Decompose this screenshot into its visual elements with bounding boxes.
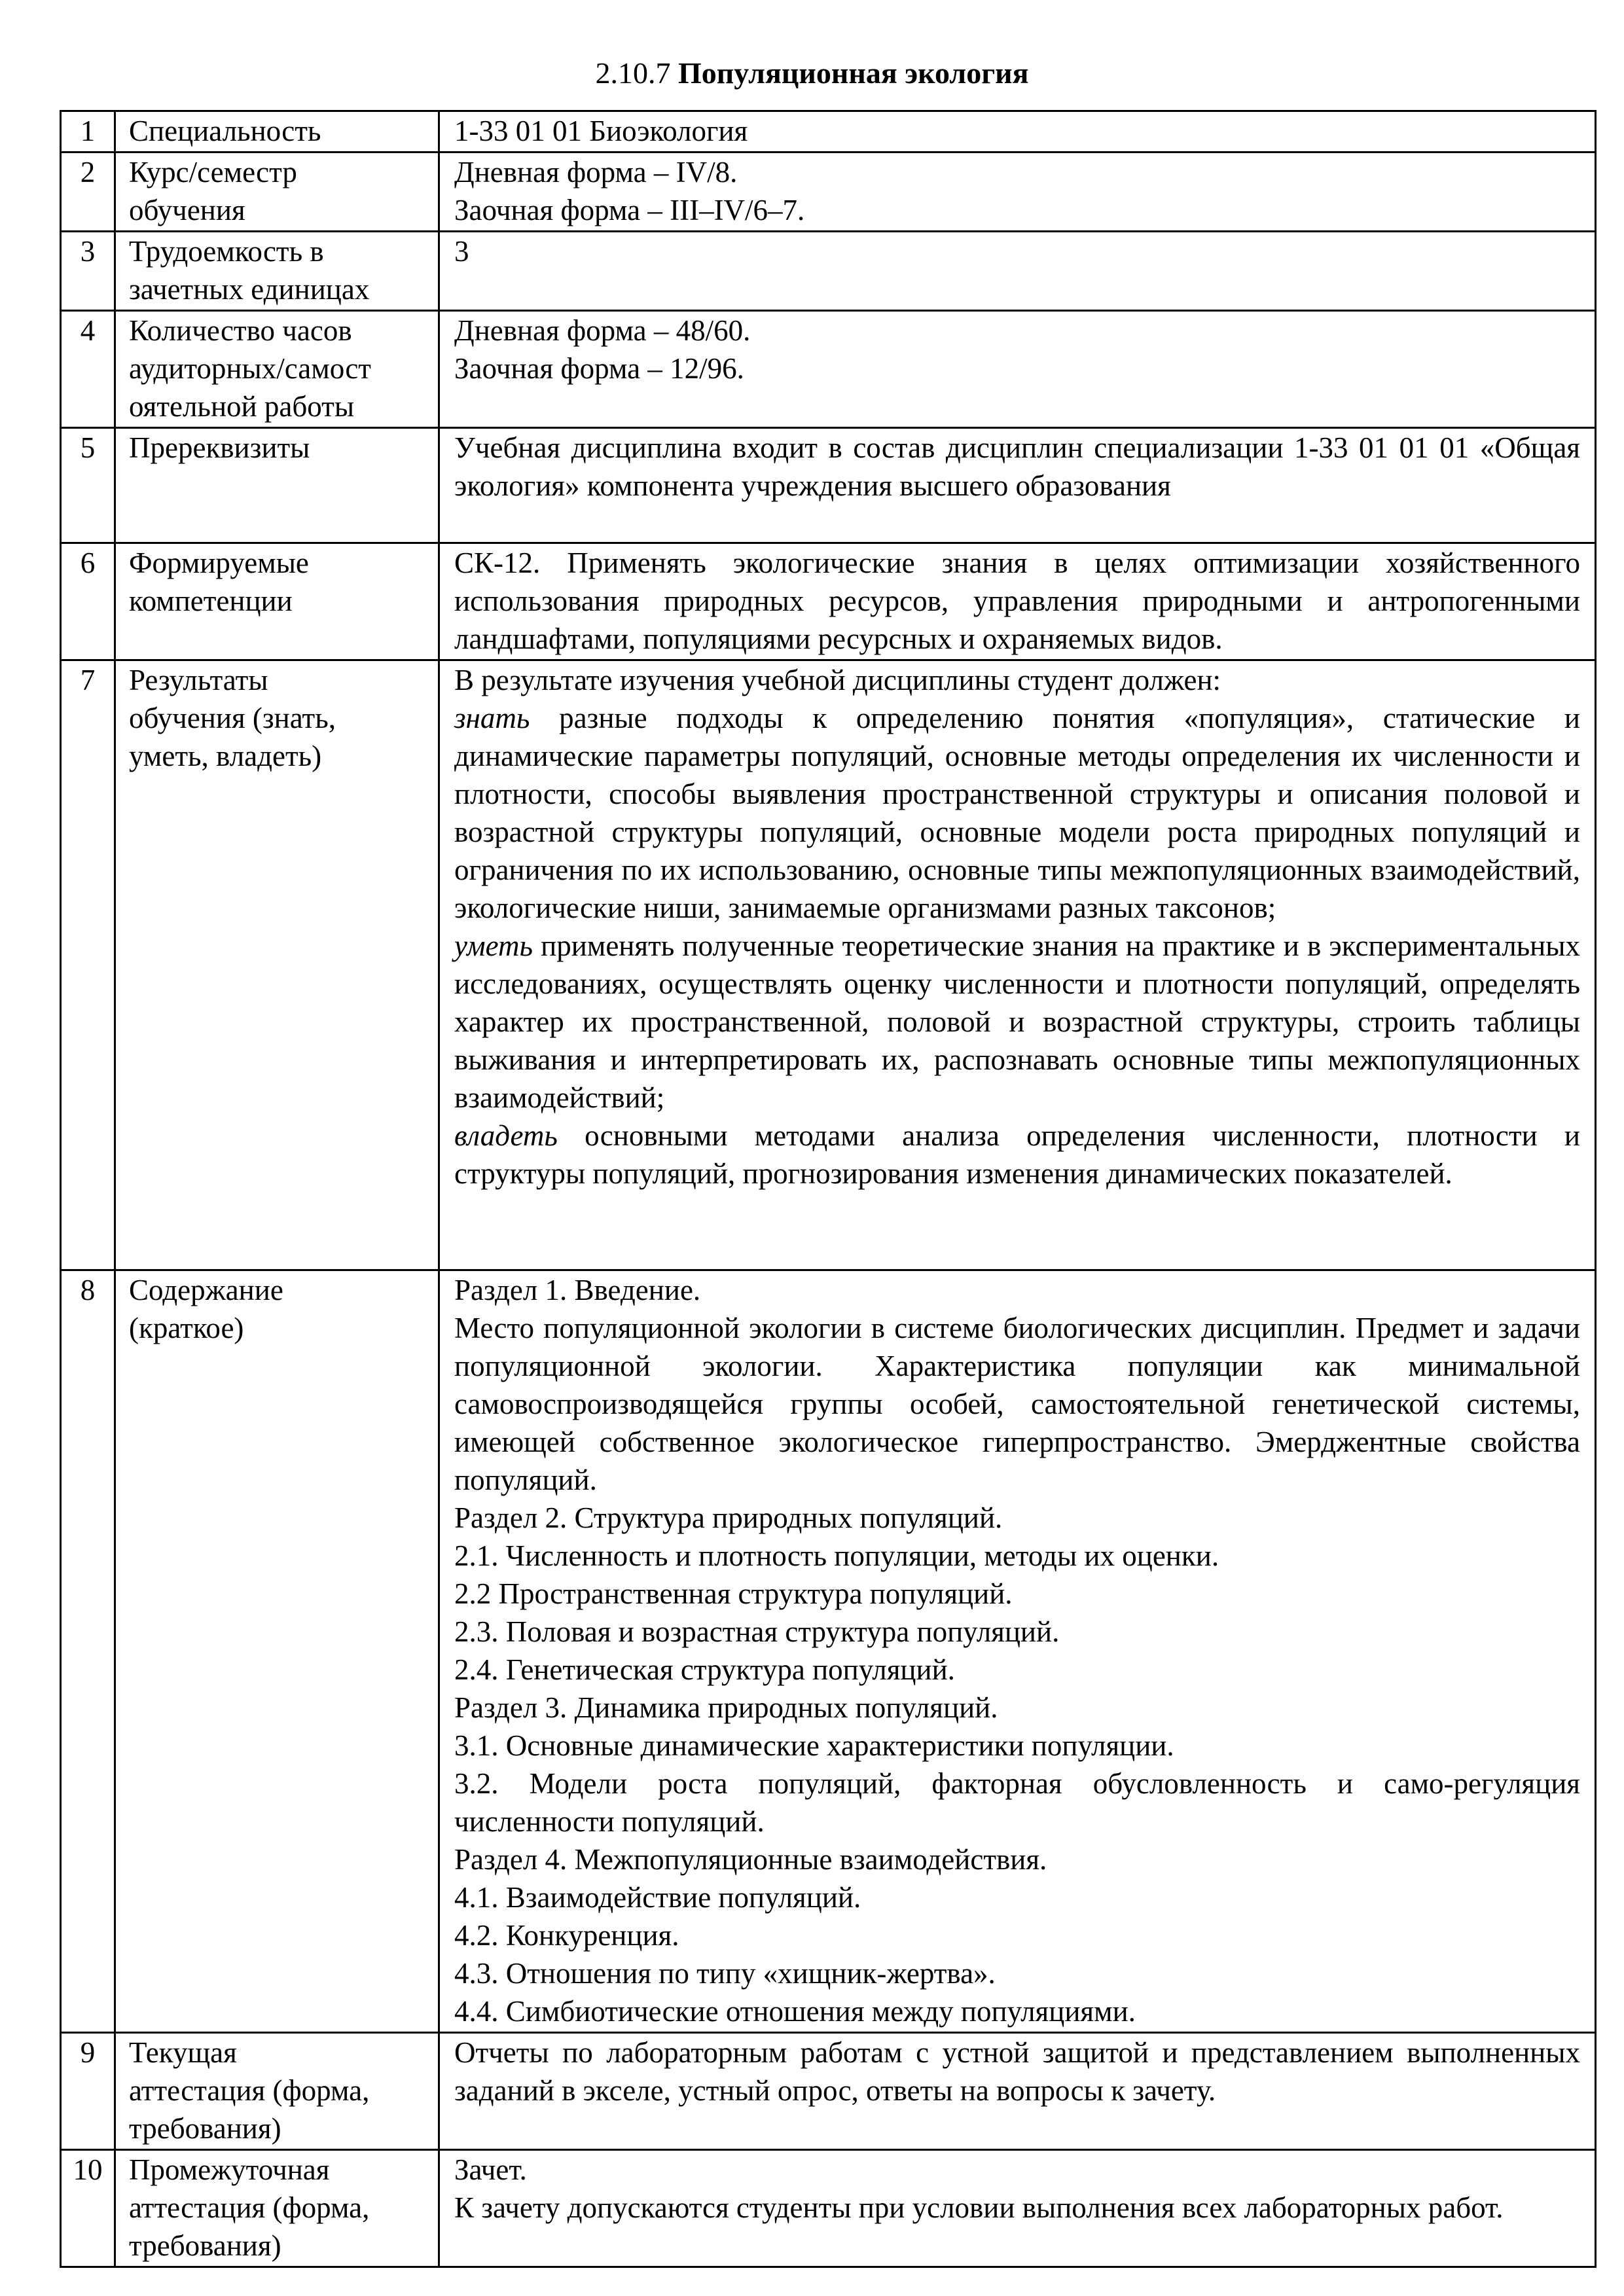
row-number: 1 [61,111,115,152]
row-label: Результаты обучения (знать, уметь, владеть) [115,660,439,1270]
section-title: Популяционная экология [678,56,1029,90]
table-row [61,660,1596,1270]
row-label: Формируемые компетенции [115,543,439,660]
content-line: 4.2. Конкуренция. [454,1919,679,1952]
row-value: Дневная форма – 48/60. Заочная форма – 12/96. [439,311,1596,428]
content-line: 3.2. Модели роста популяций, факторная обусловленность и само-регуляция численности популяций. [454,1767,1580,1838]
row-number: 7 [61,660,115,1270]
row-value: 1-33 01 01 Биоэкология [439,111,1596,152]
table-row [61,311,1596,428]
table-row [61,1270,1596,2033]
row-number: 8 [61,1270,115,2033]
content-line: 3.1. Основные динамические характеристики популяции. [454,1729,1174,1762]
row-label: Промежуточная аттестация (форма, требования) [115,2150,439,2267]
row-number: 4 [61,311,115,428]
outcomes-own: владеть основными методами анализа определения численности, плотности и структуры популяций, прогнозирования изменения динамических показателей. [454,1119,1580,1190]
row-number: 2 [61,152,115,232]
content-line: 2.3. Половая и возрастная структура популяций. [454,1615,1060,1648]
table-row [61,152,1596,232]
row-label: Пререквизиты [115,428,439,543]
content-line: 2.1. Численность и плотность популяции, методы их оценки. [454,1539,1219,1572]
outcomes-know: знать разные подходы к определению понятия «популяция», статические и динамические параметры популяций, основные методы определения их численности и плотности, способы выявления пространственной структуры и описания половой и возрастной структуры популяций, основные модели роста природных популяций и ограничения по их использованию, основные типы межпопуляционных взаимодействий, экологические ниши, занимаемые организмами разных таксонов; [454,702,1580,924]
row-value: Отчеты по лабораторным работам с устной защитой и представлением выполненных заданий в экселе, устный опрос, ответы на вопросы к зачету. [439,2033,1596,2150]
row-number: 10 [61,2150,115,2267]
row-label: Трудоемкость в зачетных единицах [115,232,439,311]
row-label: Курс/семестр обучения [115,152,439,232]
table-row [61,428,1596,543]
table-row [61,543,1596,660]
row-value: 3 [439,232,1596,311]
content-line: Место популяционной экологии в системе биологических дисциплин. Предмет и задачи популяционной экологии. Характеристика популяции как минимальной самовоспроизводящейся группы особей, самостоятельной генетической системы, имеющей собственное экологическое гиперпространство. Эмерджентные свойства популяций. [454,1312,1580,1496]
syllabus-table [60,110,1597,2268]
content-line: 4.3. Отношения по типу «хищник-жертва». [454,1957,996,1990]
outcomes-intro: В результате изучения учебной дисциплины студент должен: [454,664,1221,696]
row-value: СК-12. Применять экологические знания в целях оптимизации хозяйственного использования природных ресурсов, управления природными и антропогенными ландшафтами, популяциями ресурсных и охраняемых видов. [439,543,1596,660]
content-line: 4.4. Симбиотические отношения между популяциями. [454,1995,1136,2028]
row-number: 5 [61,428,115,543]
section-number: 2.10.7 [595,56,671,90]
row-label: Содержание (краткое) [115,1270,439,2033]
table-row [61,232,1596,311]
row-label: Количество часов аудиторных/самост оятельной работы [115,311,439,428]
row-number: 6 [61,543,115,660]
row-value: Учебная дисциплина входит в состав дисциплин специализации 1-33 01 01 01 «Общая экология» компонента учреждения высшего образования [439,428,1596,543]
row-value: Зачет. К зачету допускаются студенты при условии выполнения всех лабораторных работ. [439,2150,1596,2267]
row-label: Текущая аттестация (форма, требования) [115,2033,439,2150]
section-heading [0,52,1624,94]
content-line: Раздел 3. Динамика природных популяций. [454,1691,998,1724]
row-label: Специальность [115,111,439,152]
row-number: 3 [61,232,115,311]
table-row [61,2150,1596,2267]
outcomes-able: уметь применять полученные теоретические знания на практике и в экспериментальных исследованиях, осуществлять оценку численности и плотности популяций, определять характер их пространственной, половой и возрастной структуры, строить таблицы выживания и интерпретировать их, распознавать основные типы межпопуляционных взаимодействий; [454,929,1580,1114]
row-value [439,660,1596,1270]
content-line: Раздел 1. Введение. [454,1274,701,1306]
row-value [439,1270,1596,2033]
table-row [61,2033,1596,2150]
content-line: 4.1. Взаимодействие популяций. [454,1881,861,1914]
row-value: Дневная форма – IV/8. Заочная форма – III–IV/6–7. [439,152,1596,232]
content-line: Раздел 4. Межпопуляционные взаимодействия. [454,1843,1047,1876]
content-line: 2.4. Генетическая структура популяций. [454,1653,955,1686]
table-row [61,111,1596,152]
content-line: Раздел 2. Структура природных популяций. [454,1501,1003,1534]
row-number: 9 [61,2033,115,2150]
content-line: 2.2 Пространственная структура популяций. [454,1577,1013,1610]
